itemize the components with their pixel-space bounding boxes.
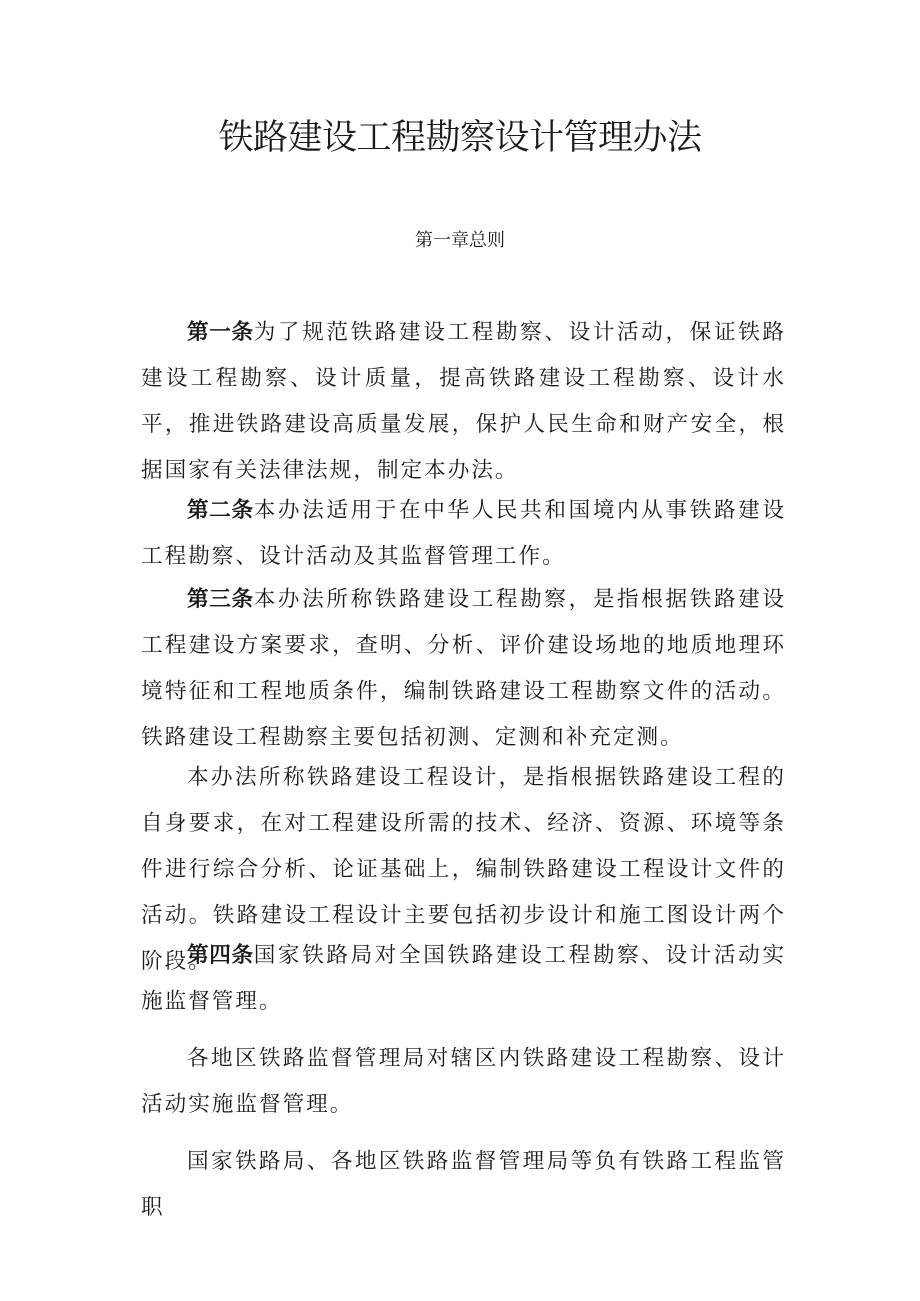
article-paragraph <box>141 577 786 761</box>
chapter-heading: 第一章总则 <box>415 230 505 251</box>
paragraph-text: 各地区铁路监督管理局对辖区内铁路建设工程勘察、设计活动实施监督管理。 <box>141 1046 786 1117</box>
article-label: 第四条 <box>187 943 254 968</box>
article-text: 为了规范铁路建设工程勘察、设计活动，保证铁路建设工程勘察、设计质量，提高铁路建设工程勘察、设计水平，推进铁路建设高质量发展，保护人民生命和财产安全，根据国家有关法律法规，制定本办法。 <box>141 320 786 483</box>
article-label: 第二条 <box>187 498 254 523</box>
document-title: 铁路建设工程勘察设计管理办法 <box>218 118 702 158</box>
article-paragraph <box>141 933 786 1025</box>
body-paragraph <box>141 1139 786 1231</box>
article-text: 国家铁路局对全国铁路建设工程勘察、设计活动实施监督管理。 <box>141 943 786 1014</box>
article-paragraph <box>141 488 786 580</box>
paragraph-text: 本办法所称铁路建设工程设计，是指根据铁路建设工程的自身要求，在对工程建设所需的技术、经济、资源、环境等条件进行综合分析、论证基础上，编制铁路建设工程设计文件的活动。铁路建设工程设计主要包括初步设计和施工图设计两个阶段。 <box>141 765 786 974</box>
article-text: 本办法所称铁路建设工程勘察，是指根据铁路建设工程建设方案要求，查明、分析、评价建设场地的地质地理环境特征和工程地质条件，编制铁路建设工程勘察文件的活动。铁路建设工程勘察主要包括初测、定测和补充定测。 <box>141 587 786 750</box>
article-paragraph <box>141 310 786 494</box>
article-label: 第三条 <box>187 587 254 612</box>
body-paragraph <box>141 1036 786 1128</box>
paragraph-text: 国家铁路局、各地区铁路监督管理局等负有铁路工程监管职 <box>141 1149 786 1220</box>
article-label: 第一条 <box>187 320 254 345</box>
article-text: 本办法适用于在中华人民共和国境内从事铁路建设工程勘察、设计活动及其监督管理工作。 <box>141 498 786 569</box>
